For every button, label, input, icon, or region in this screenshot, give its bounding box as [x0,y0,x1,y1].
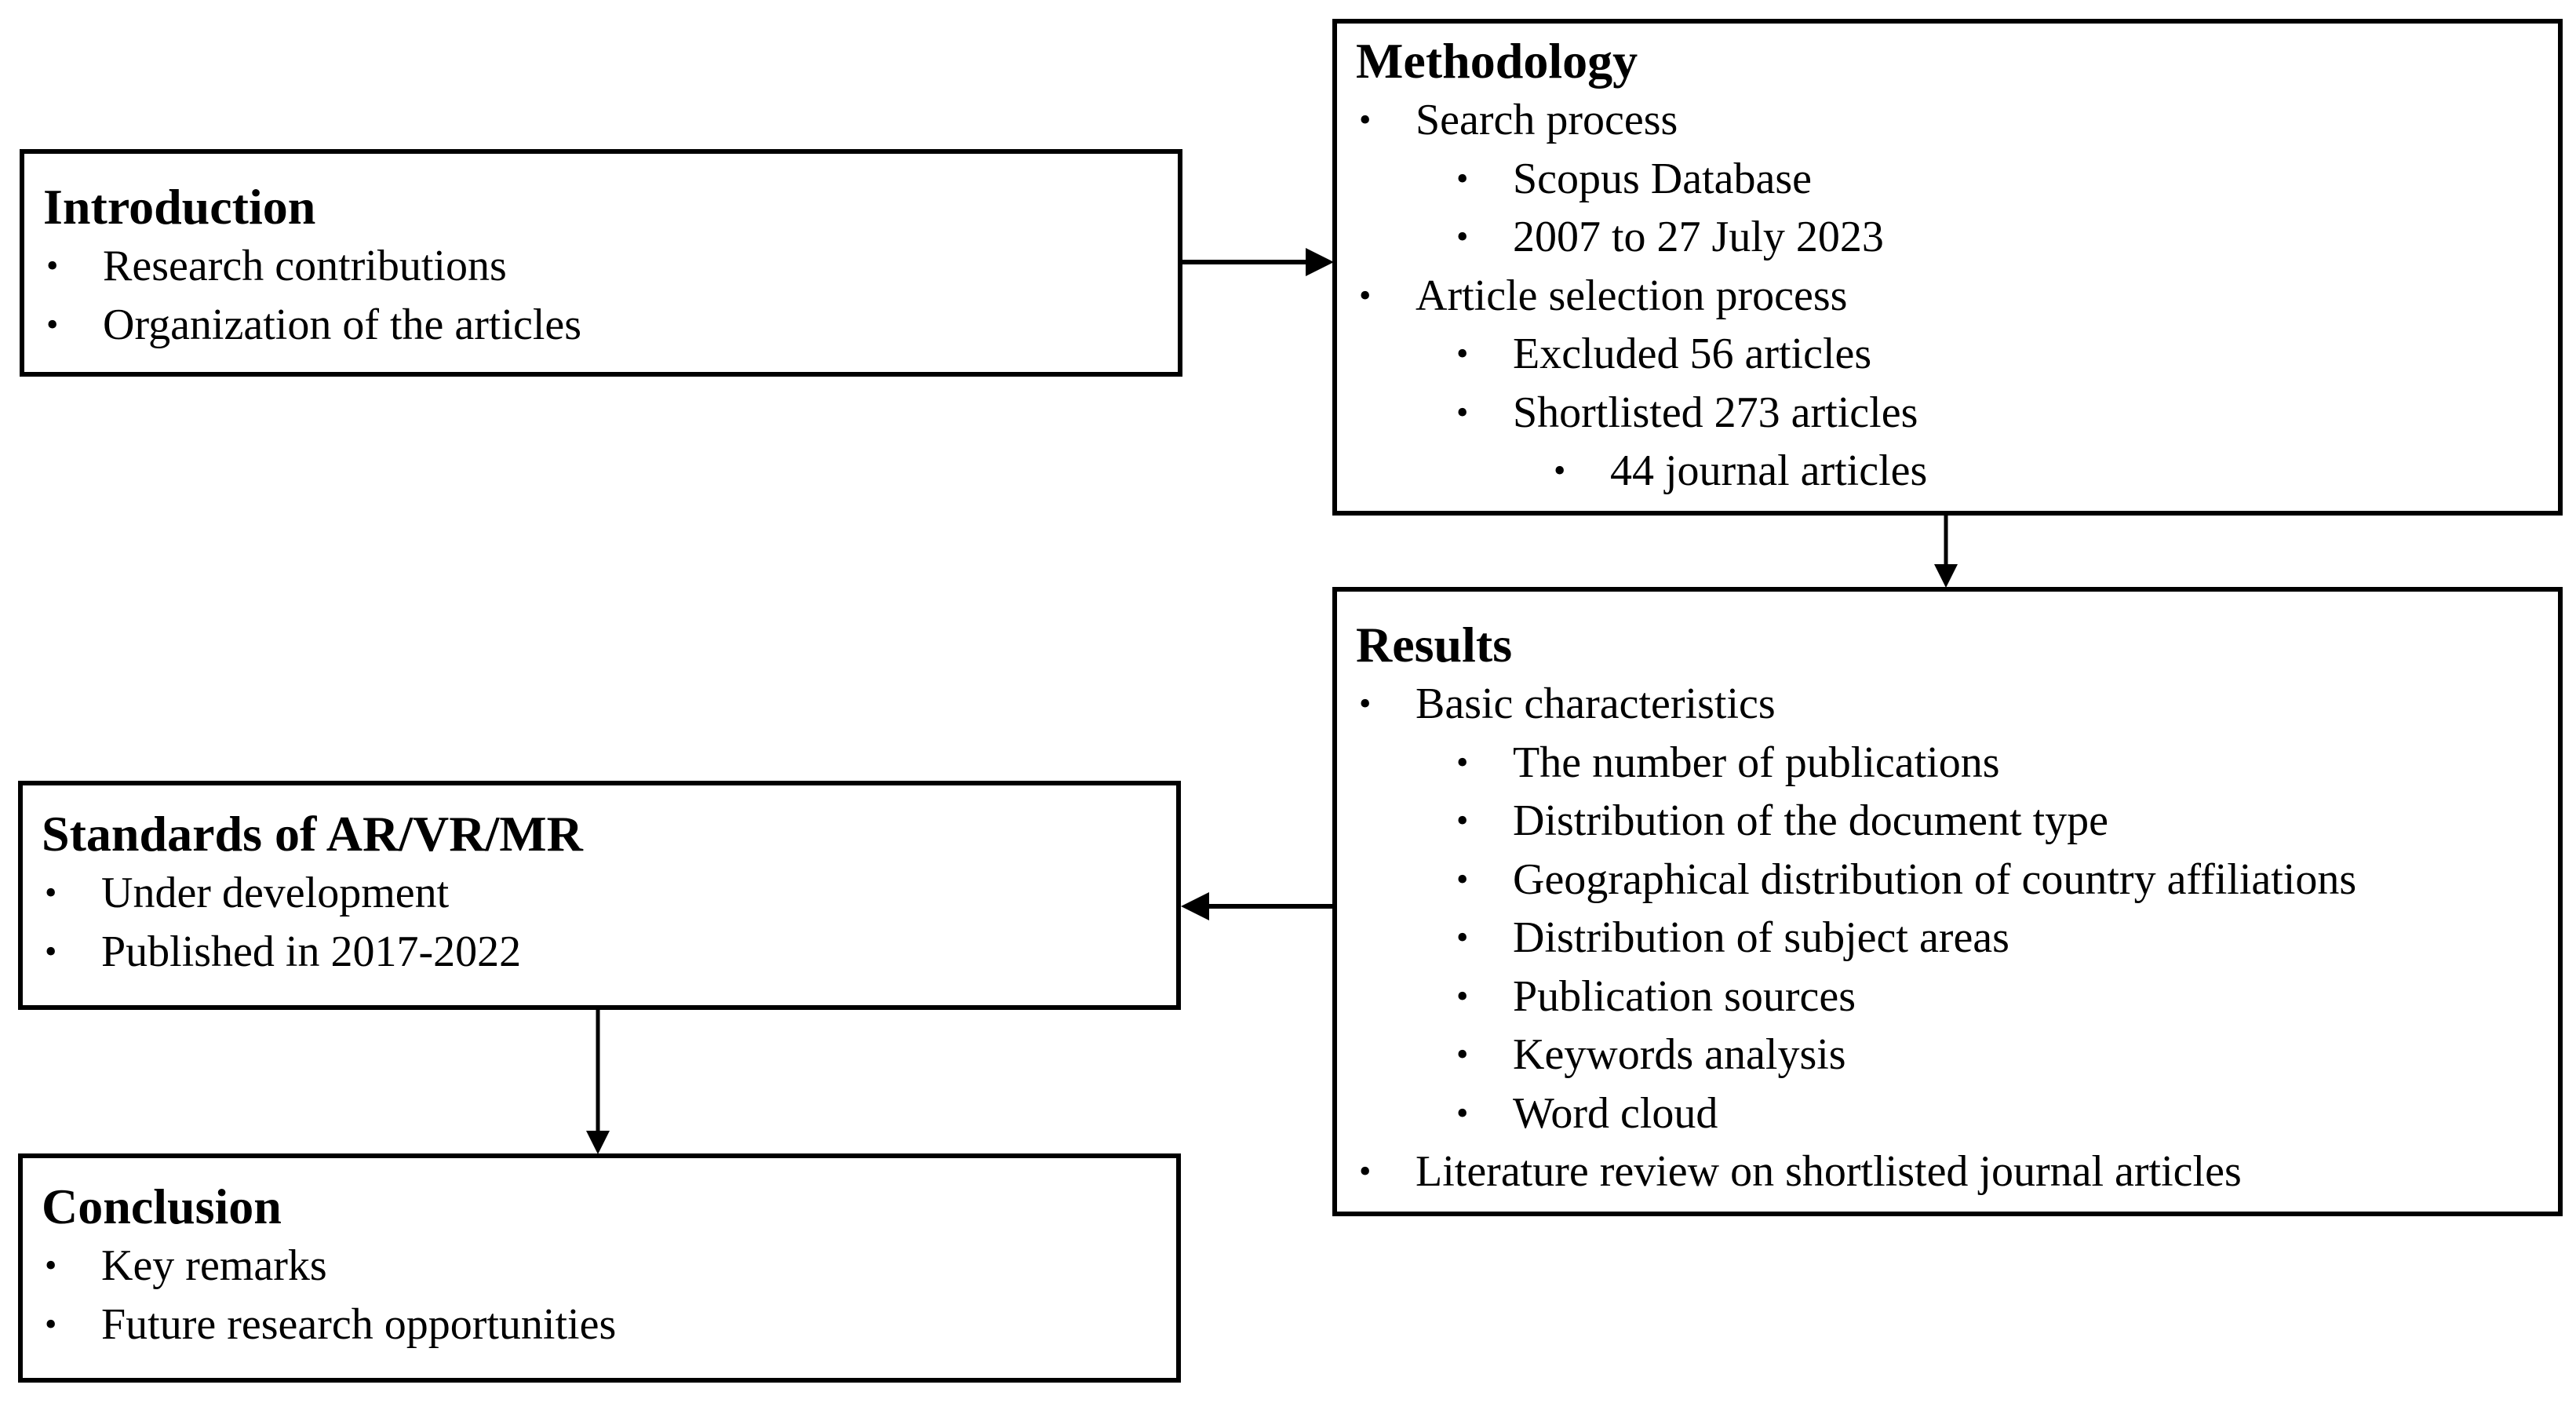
conclusion-box [18,1153,1181,1383]
list-item: • Word cloud [1356,1084,2558,1143]
bullet-icon: • [1359,275,1372,315]
bullet-icon: • [46,246,59,285]
bullet-icon: • [1359,684,1372,723]
bullet-icon: • [45,1246,57,1285]
list-item: • 44 journal articles [1356,442,2558,501]
results-box [1332,587,2563,1216]
bullet-icon: • [1456,392,1469,432]
list-item: • Search process [1356,91,2558,150]
list-item: • Under development [42,864,1176,923]
conclusion-title: Conclusion [42,1179,282,1234]
list-item: • Organization of the articles [43,296,1178,355]
list-item: • Literature review on shortlisted journal articles [1356,1142,2558,1201]
bullet-icon: • [1456,159,1469,198]
results-title: Results [1356,617,1513,672]
bullet-icon: • [1554,451,1566,490]
list-item: • Future research opportunities [42,1295,1176,1354]
bullet-icon: • [1359,100,1372,139]
bullet-icon: • [1456,918,1469,957]
methodology-box [1332,19,2563,516]
list-item: • Excluded 56 articles [1356,325,2558,384]
bullet-icon: • [1456,334,1469,373]
list-item: • Distribution of subject areas [1356,909,2558,968]
list-item: • Research contributions [43,237,1178,296]
bullet-icon: • [1456,1093,1469,1132]
bullet-icon: • [1456,217,1469,256]
bullet-icon: • [1456,859,1469,898]
standards-box [18,781,1181,1010]
bullet-icon: • [45,873,57,912]
list-item: • Keywords analysis [1356,1026,2558,1084]
bullet-icon: • [1456,1035,1469,1073]
methodology-title: Methodology [1356,33,1638,89]
bullet-icon: • [1456,742,1469,782]
list-item: • Article selection process [1356,267,2558,326]
standards-title: Standards of AR/VR/MR [42,806,583,862]
list-item: • Published in 2017-2022 [42,923,1176,982]
bullet-icon: • [45,931,57,971]
list-item: • Basic characteristics [1356,675,2558,734]
bullet-icon: • [1359,1152,1372,1190]
list-item: • 2007 to 27 July 2023 [1356,208,2558,267]
bullet-icon: • [1456,976,1469,1015]
list-item: • Publication sources [1356,968,2558,1026]
list-item: • Shortlisted 273 articles [1356,384,2558,443]
bullet-icon: • [46,304,59,344]
bullet-icon: • [1456,801,1469,840]
list-item: • Key remarks [42,1237,1176,1295]
list-item: • Distribution of the document type [1356,792,2558,851]
list-item: • The number of publications [1356,734,2558,793]
introduction-box [20,149,1182,377]
introduction-title: Introduction [43,179,316,235]
list-item: • Geographical distribution of country affiliations [1356,851,2558,909]
list-item: • Scopus Database [1356,150,2558,209]
bullet-icon: • [45,1304,57,1343]
